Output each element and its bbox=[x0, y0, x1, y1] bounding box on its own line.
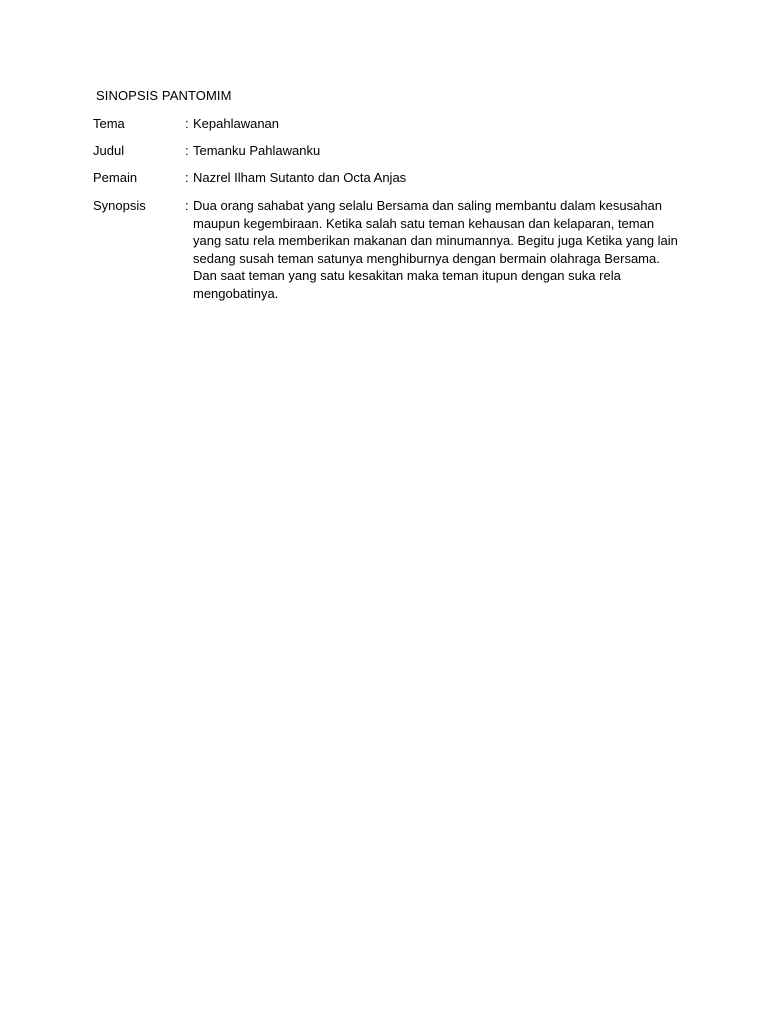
field-label-pemain: Pemain bbox=[93, 170, 138, 185]
synopsis-line: Dan saat teman yang satu kesakitan maka teman itupun dengan suka rela bbox=[193, 268, 621, 284]
synopsis-text bbox=[193, 197, 683, 303]
document-title: SINOPSIS PANTOMIM bbox=[96, 88, 232, 103]
field-value-tema: Kepahlawanan bbox=[193, 116, 280, 131]
field-value-judul: Temanku Pahlawanku bbox=[193, 143, 321, 158]
synopsis-line: mengobatinya. bbox=[193, 285, 279, 301]
field-label-synopsis: Synopsis bbox=[93, 198, 146, 213]
synopsis-line: maupun kegembiraan. Ketika salah satu teman kehausan dan kelaparan, teman bbox=[193, 215, 655, 231]
field-label-judul: Judul bbox=[93, 143, 125, 158]
field-colon: : bbox=[185, 170, 189, 185]
field-label-tema: Tema bbox=[93, 116, 125, 131]
field-colon: : bbox=[185, 198, 189, 213]
field-value-pemain: Nazrel Ilham Sutanto dan Octa Anjas bbox=[193, 170, 407, 185]
field-colon: : bbox=[185, 116, 189, 131]
synopsis-line: Dua orang sahabat yang selalu Bersama dan saling membantu dalam kesusahan bbox=[193, 198, 663, 213]
synopsis-line: yang satu rela memberikan makanan dan minumannya. Begitu juga Ketika yang lain bbox=[193, 233, 678, 249]
field-colon: : bbox=[185, 143, 189, 158]
synopsis-line: sedang susah teman satunya menghiburnya dengan bermain olahraga Bersama. bbox=[193, 250, 660, 266]
